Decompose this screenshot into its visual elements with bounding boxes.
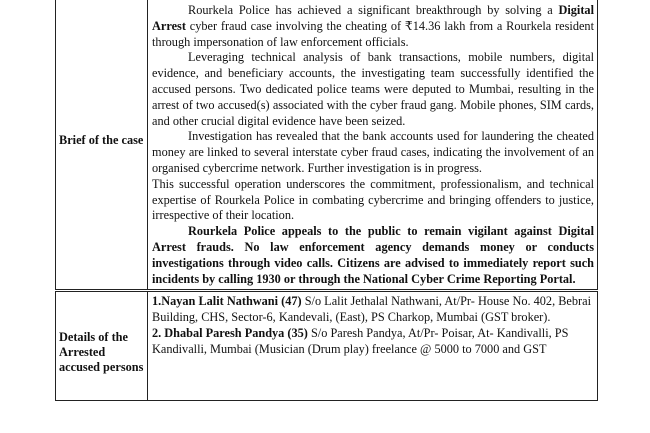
arrested-entry-1 xyxy=(152,294,594,326)
arrested-content xyxy=(148,291,598,401)
accused-details: S/o Lalit Jethalal Nathwani, At/Pr- House No. 402, Bebrai Building, CHS, Sector-6, Kandevali, (East), PS Charkop, Mumbai (GST broker). xyxy=(152,294,591,325)
brief-paragraph-3: Investigation has revealed that the bank accounts used for laundering the cheated money are linked to several interstate cyber fraud cases, indicating the involvement of an organised cybercrime network. Further investigation is in progress. xyxy=(152,129,594,175)
brief-appeal: Rourkela Police appeals to the public to remain vigilant against Digital Arrest frauds. No law enforcement agency demands money or conducts investigations through video calls. Citizens are advised to immediately report such incidents by calling 1930 or through the National Cyber Crime Reporting Portal. xyxy=(152,224,594,286)
accused-name: 2. Dhabal Paresh Pandya (35) xyxy=(152,325,308,340)
brief-p1-post: cyber fraud case involving the cheating of ₹14.36 lakh from a Rourkela resident through impersonation of law enforcement officials. xyxy=(152,18,594,49)
brief-paragraph-2: Leveraging technical analysis of bank transactions, mobile numbers, digital evidence, and beneficiary accounts, the investigating team successfully identified the accused persons. Two dedicated police teams were deputed to Mumbai, resulting in the arrest of two accused(s) associated with the cyber fraud gang. Mobile phones, SIM cards, and other crucial digital evidence have been seized. xyxy=(152,50,594,128)
arrested-row xyxy=(56,291,598,401)
brief-p1-pre: Rourkela Police has achieved a significant breakthrough by solving a xyxy=(188,3,559,17)
brief-label: Brief of the case xyxy=(56,0,148,291)
brief-paragraph-1 xyxy=(152,3,594,50)
brief-content xyxy=(148,0,598,291)
case-details-table xyxy=(55,0,598,401)
arrested-label: Details of the Arrested accused persons xyxy=(56,291,148,401)
brief-p1-bold: Digital Arrest xyxy=(152,3,594,33)
arrested-entry-2 xyxy=(152,326,594,358)
brief-row xyxy=(56,0,598,291)
accused-details: S/o Paresh Pandya, At/Pr- Poisar, At- Kandivalli, PS Kandivalli, Mumbai (Musician (Drum play) freelance @ 5000 to 7000 and GST xyxy=(152,325,569,356)
brief-paragraph-4: This successful operation underscores the commitment, professionalism, and technical expertise of Rourkela Police in combating cybercrime and bringing offenders to justice, irrespective of their location. xyxy=(152,176,594,223)
accused-name: 1.Nayan Lalit Nathwani (47) xyxy=(152,294,302,309)
